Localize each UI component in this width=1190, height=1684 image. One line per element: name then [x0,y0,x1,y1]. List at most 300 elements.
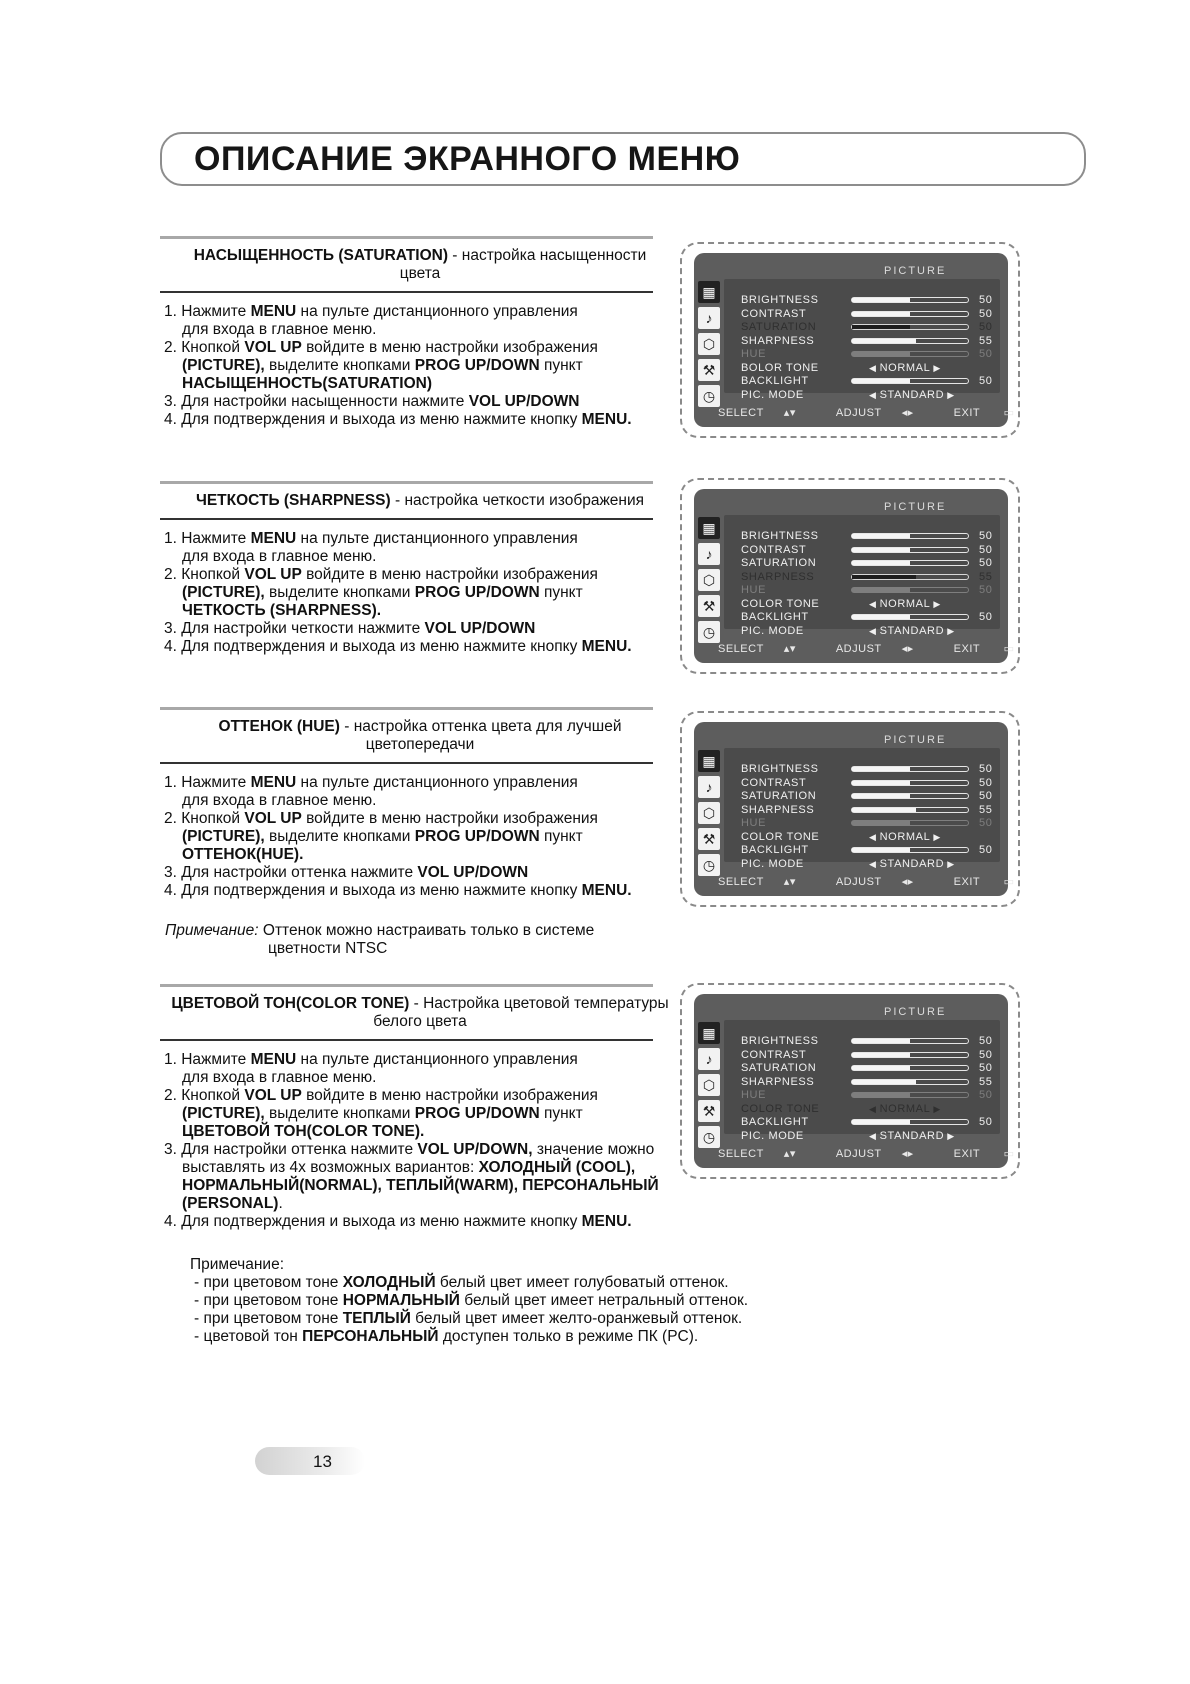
osd-row-value: 50 [979,1048,993,1061]
step-text: 1. Нажмите [164,302,251,320]
osd-title: PICTURE [884,734,947,746]
page-title: ОПИСАНИЕ ЭКРАННОГО МЕНЮ [194,140,741,178]
osd-slider [851,533,969,539]
right-arrow-icon: ▶ [930,831,941,842]
osd-row-value: 50 [979,1089,993,1101]
osd-slider-fill [852,379,910,383]
instruction-step [164,321,680,339]
osd-row [741,1089,1011,1103]
instruction-step [164,1087,680,1105]
note-line [190,1310,748,1328]
osd-footer [718,1147,1055,1160]
note-text: белый цвет имеет нетральный оттенок. [459,1292,749,1309]
step-keyword: MENU. [581,881,632,899]
osd-row-label: BACKLIGHT [741,611,809,623]
osd-row [741,611,1011,625]
music-note-icon: ♪ [698,1048,720,1070]
osd-row [741,777,1011,791]
note-hue-text-1: Оттенок можно настраивать только в системе [258,922,595,939]
osd-title: PICTURE [884,501,947,513]
note-text: - при цветовом тоне [194,1274,343,1291]
step-text: 4. Для подтверждения и выхода из меню нажмите кнопку [164,1212,582,1230]
step-keyword: MENU [250,529,297,547]
osd-slider-fill [852,1039,910,1043]
right-arrow-icon: ▶ [944,858,955,869]
step-keyword: MENU [250,1050,297,1068]
section-name: ОТТЕНОК (HUE) [218,718,340,735]
step-text: 3. Для настройки насыщенности нажмите [164,392,469,410]
menu-button-icon: ▭ [1000,407,1015,419]
page-title-box [160,132,1086,186]
osd-slider [851,547,969,553]
instruction-step [164,602,680,620]
section-description: - настройка насыщенности [448,247,647,264]
osd-row-label: SATURATION [741,321,817,333]
instruction-step [164,792,680,810]
instruction-step [164,1069,680,1087]
music-note-icon: ♪ [698,543,720,565]
osd-slider [851,560,969,566]
step-keyword: НОРМАЛЬНЫЙ(NORMAL), ТЕПЛЫЙ(WARM), ПЕРСОНАЛЬНЫЙ [182,1176,659,1194]
osd-slider [851,1119,969,1125]
osd-slider-fill [852,548,910,552]
osd-row [741,804,1011,818]
clock-icon: ◷ [698,1126,720,1148]
step-keyword: PROG UP/DOWN [414,827,540,845]
osd-row-value: 50 [979,557,993,569]
osd-row-option [869,1130,955,1142]
osd-select-hint [718,876,816,888]
step-keyword: (PICTURE), [182,827,265,845]
osd-slider [851,793,969,799]
section-header [160,995,680,1031]
section-top-rule [160,236,653,239]
instruction-step [164,584,680,602]
osd-slider-fill [852,808,916,812]
osd-row-label: COLOR TONE [741,1102,820,1115]
osd-select-label: SELECT [718,876,764,888]
instruction-step [164,882,680,900]
osd-exit-label: EXIT [953,876,981,888]
osd-menu [694,994,1015,1168]
osd-row [741,1049,1011,1063]
note-text: - при цветовом тоне [194,1292,343,1309]
osd-exit-label: EXIT [953,407,981,419]
osd-row [741,1116,1011,1130]
note-hue-label: Примечание: [165,922,259,939]
osd-row-option [869,389,955,401]
step-text: 2. Кнопкой [164,565,245,583]
osd-row-value: 50 [979,321,993,333]
instruction-step [164,566,680,584]
osd-adjust-label: ADJUST [835,407,882,419]
osd-row-option [869,625,955,637]
osd-row-label: HUE [741,584,767,596]
osd-screenshot-sharpness [680,478,1020,674]
up-down-icon: ▴▾ [783,407,796,419]
osd-row-label: CONTRAST [741,1048,807,1061]
osd-row-label: COLOR TONE [741,597,820,610]
osd-row [741,544,1011,558]
osd-row [741,763,1011,777]
step-keyword: ХОЛОДНЫЙ (COOL), [478,1158,636,1176]
osd-row-label: HUE [741,348,767,360]
osd-row-label: BACKLIGHT [741,844,809,856]
section-bottom-rule [160,518,653,520]
step-text: 2. Кнопкой [164,338,245,356]
film-icon: ▦ [698,517,720,539]
instruction-step [164,774,680,792]
osd-row-label: SATURATION [741,1062,817,1074]
instruction-step [164,393,680,411]
osd-row-label: CONTRAST [741,307,807,320]
picture-mode-icon: ⬡ [698,569,720,591]
section-description-cont: цветопередачи [365,736,475,753]
osd-select-label: SELECT [718,407,764,419]
osd-slider-fill [852,848,910,852]
step-text: войдите в меню настройки изображения [301,1086,598,1104]
instruction-step [164,1159,680,1177]
step-keyword: VOL UP/DOWN [417,863,529,881]
left-right-icon: ◂▸ [901,407,914,419]
osd-row-option [869,858,955,870]
osd-select-hint [718,643,816,655]
step-keyword: VOL UP/DOWN [424,619,536,637]
osd-row [741,844,1011,858]
osd-row-value: 50 [979,375,993,387]
instruction-step [164,548,680,566]
osd-footer [718,406,1055,419]
section-description: - Настройка цветовой температуры [409,995,669,1012]
step-keyword: MENU [250,773,297,791]
left-arrow-icon: ◀ [869,858,880,869]
osd-row [741,375,1011,389]
osd-screenshot-hue [680,711,1020,907]
step-keyword: ЧЕТКОСТЬ (SHARPNESS). [182,601,382,619]
left-arrow-icon: ◀ [869,598,880,609]
step-keyword: PROG UP/DOWN [414,356,540,374]
color-tone-notes [190,1256,748,1346]
osd-icon-column [698,1022,722,1152]
osd-row [741,530,1011,544]
section-top-rule [160,707,653,710]
step-text: для входа в главное меню. [182,547,377,565]
step-text: 4. Для подтверждения и выхода из меню нажмите кнопку [164,881,582,899]
osd-row-value: 55 [979,570,993,583]
right-arrow-icon: ▶ [944,389,955,400]
step-keyword: VOL UP/DOWN, [417,1140,533,1158]
page-number: 13 [313,1452,332,1471]
clock-icon: ◷ [698,854,720,876]
osd-slider [851,338,969,344]
osd-adjust-label: ADJUST [835,1148,882,1160]
instruction-step [164,1195,680,1213]
osd-slider-fill [852,534,910,538]
osd-row [741,1062,1011,1076]
instruction-steps [164,1051,680,1231]
osd-slider [851,574,969,580]
osd-exit-hint [954,1148,1035,1160]
osd-row [741,362,1011,376]
osd-adjust-label: ADJUST [835,876,882,888]
osd-row-value: 50 [979,307,993,320]
instruction-step [164,375,680,393]
osd-row-label: BOLOR TONE [741,361,819,374]
osd-row [741,1103,1011,1117]
osd-exit-hint [954,643,1035,655]
osd-slider [851,297,969,303]
osd-row-value: 50 [979,1035,993,1047]
osd-row [741,1130,1011,1144]
step-keyword: PROG UP/DOWN [414,583,540,601]
step-text: войдите в меню настройки изображения [301,338,598,356]
film-icon: ▦ [698,750,720,772]
section-header [160,492,680,510]
osd-select-hint [718,1148,816,1160]
step-text: пункт [539,1104,583,1122]
step-text: для входа в главное меню. [182,1068,377,1086]
osd-screenshot-color-tone [680,983,1020,1179]
step-text: 1. Нажмите [164,529,251,547]
section-sharpness [160,481,680,656]
osd-option-value: NORMAL [879,361,931,374]
left-right-icon: ◂▸ [901,1148,914,1160]
osd-slider-fill [852,1120,910,1124]
note-hue [165,922,594,958]
left-right-icon: ◂▸ [901,876,914,888]
osd-row-value: 50 [979,543,993,556]
osd-slider-fill [852,325,910,329]
section-description-cont: белого цвета [373,1013,467,1030]
osd-row [741,584,1011,598]
step-keyword: VOL UP [244,809,302,827]
note-hue-text-2: цветности NTSC [268,940,388,957]
osd-row-option [869,831,941,843]
osd-row-label: PIC. MODE [741,1129,804,1142]
osd-row-value: 50 [979,584,993,596]
step-text: на пульте дистанционного управления [296,529,578,547]
osd-row-label: COLOR TONE [741,830,820,843]
step-keyword: MENU. [581,1212,632,1230]
osd-adjust-label: ADJUST [835,643,882,655]
osd-slider-fill [852,575,916,579]
osd-row-label: BRIGHTNESS [741,530,819,542]
section-header-line [160,492,680,510]
step-text: пункт [539,356,583,374]
right-arrow-icon: ▶ [930,362,941,373]
osd-row-value: 50 [979,348,993,360]
step-text: 1. Нажмите [164,1050,251,1068]
osd-row-label: BRIGHTNESS [741,294,819,306]
osd-row-value: 50 [979,790,993,802]
step-text: на пульте дистанционного управления [296,1050,578,1068]
menu-button-icon: ▭ [1000,643,1015,655]
osd-slider [851,807,969,813]
instruction-step [164,339,680,357]
osd-row [741,1076,1011,1090]
section-bottom-rule [160,762,653,764]
step-text: 3. Для настройки оттенка нажмите [164,863,418,881]
note-keyword: НОРМАЛЬНЫЙ [342,1292,460,1309]
osd-select-label: SELECT [718,643,764,655]
osd-row-value: 50 [979,1062,993,1074]
menu-button-icon: ▭ [1000,1148,1015,1160]
picture-mode-icon: ⬡ [698,1074,720,1096]
section-description: - настройка оттенка цвета для лучшей [339,718,622,735]
step-keyword: PROG UP/DOWN [414,1104,540,1122]
osd-row-label: SATURATION [741,557,817,569]
step-text: пункт [539,583,583,601]
instruction-steps [164,303,680,429]
osd-icon-column [698,750,722,880]
osd-row-label: SHARPNESS [741,803,815,816]
osd-footer [718,875,1055,888]
section-header [160,247,680,283]
osd-icon-column [698,517,722,647]
instruction-steps [164,530,680,656]
step-text: 2. Кнопкой [164,809,245,827]
osd-slider-fill [852,352,910,356]
osd-row-value: 50 [979,530,993,542]
osd-slider-fill [852,821,910,825]
osd-row-value: 50 [979,1116,993,1128]
osd-row-label: BRIGHTNESS [741,1035,819,1047]
osd-row-label: BACKLIGHT [741,375,809,387]
step-keyword: (PERSONAL) [182,1194,279,1212]
step-text: 2. Кнопкой [164,1086,245,1104]
picture-mode-icon: ⬡ [698,802,720,824]
step-text: 1. Нажмите [164,773,251,791]
osd-adjust-hint [836,643,934,655]
step-keyword: (PICTURE), [182,356,265,374]
osd-slider [851,351,969,357]
instruction-step [164,1105,680,1123]
osd-slider [851,311,969,317]
osd-row [741,598,1011,612]
step-text: выставлять из 4х возможных вариантов: [182,1158,479,1176]
osd-row [741,790,1011,804]
osd-slider-fill [852,615,910,619]
osd-row [741,294,1011,308]
osd-menu [694,253,1015,427]
step-text: войдите в меню настройки изображения [301,565,598,583]
osd-row-label: CONTRAST [741,543,807,556]
section-top-rule [160,481,653,484]
instruction-step [164,1141,680,1159]
osd-adjust-hint [836,876,934,888]
note-keyword: ХОЛОДНЫЙ [342,1274,436,1291]
left-arrow-icon: ◀ [869,362,880,373]
osd-exit-hint [954,407,1035,419]
osd-slider [851,780,969,786]
step-text: для входа в главное меню. [182,320,377,338]
osd-rows [741,763,1011,871]
section-saturation [160,236,680,429]
up-down-icon: ▴▾ [783,643,796,655]
osd-row [741,335,1011,349]
note-text: белый цвет имеет голубоватый оттенок. [435,1274,729,1291]
music-note-icon: ♪ [698,307,720,329]
step-text: пункт [539,827,583,845]
osd-slider-fill [852,767,910,771]
left-arrow-icon: ◀ [869,389,880,400]
step-keyword: VOL UP [244,565,302,583]
osd-slider [851,1052,969,1058]
osd-row-value: 50 [979,844,993,856]
instruction-step [164,638,680,656]
step-keyword: ЦВЕТОВОЙ ТОН(COLOR TONE). [182,1122,425,1140]
wrench-icon: ⚒ [698,828,720,850]
left-arrow-icon: ◀ [869,1103,880,1114]
music-note-icon: ♪ [698,776,720,798]
step-text: 3. Для настройки четкости нажмите [164,619,425,637]
osd-option-value: STANDARD [879,1129,945,1142]
osd-rows [741,1035,1011,1143]
left-arrow-icon: ◀ [869,625,880,636]
osd-title: PICTURE [884,1006,947,1018]
osd-slider-fill [852,1093,910,1097]
osd-row [741,831,1011,845]
up-down-icon: ▴▾ [783,1148,796,1160]
note-line [190,1274,748,1292]
section-name: ЧЕТКОСТЬ (SHARPNESS) [195,492,391,509]
step-text: выделите кнопками [264,356,415,374]
osd-adjust-hint [836,1148,934,1160]
osd-slider [851,1079,969,1085]
osd-slider [851,324,969,330]
osd-slider [851,820,969,826]
instruction-step [164,411,680,429]
section-header [160,718,680,754]
step-keyword: MENU [250,302,297,320]
osd-row [741,321,1011,335]
osd-row-value: 55 [979,803,993,816]
step-keyword: (PICTURE), [182,583,265,601]
osd-option-value: STANDARD [879,624,945,637]
instruction-step [164,620,680,638]
note-text: доступен только в режиме ПК (PC). [438,1328,699,1345]
osd-row-value: 55 [979,1075,993,1088]
osd-screenshot-saturation [680,242,1020,438]
osd-row-label: PIC. MODE [741,857,804,870]
osd-slider-fill [852,312,910,316]
section-header-line [160,247,680,265]
osd-select-label: SELECT [718,1148,764,1160]
step-keyword: ОТТЕНОК(HUE). [182,845,304,863]
step-text: на пульте дистанционного управления [296,302,578,320]
wrench-icon: ⚒ [698,595,720,617]
osd-row-option [869,362,941,374]
osd-row-value: 50 [979,763,993,775]
instruction-step [164,1051,680,1069]
osd-slider-fill [852,794,910,798]
section-color-tone [160,984,680,1231]
osd-slider-fill [852,561,910,565]
right-arrow-icon: ▶ [944,625,955,636]
step-keyword: НАСЫЩЕННОСТЬ(SATURATION) [182,374,432,392]
osd-slider-fill [852,1053,910,1057]
step-keyword: VOL UP [244,338,302,356]
step-keyword: (PICTURE), [182,1104,265,1122]
osd-row [741,389,1011,403]
osd-slider-fill [852,588,910,592]
osd-row-label: BACKLIGHT [741,1116,809,1128]
osd-row-label: PIC. MODE [741,388,804,401]
osd-slider-fill [852,339,916,343]
page-number-pill [255,1447,365,1475]
osd-slider [851,587,969,593]
osd-exit-hint [954,876,1035,888]
